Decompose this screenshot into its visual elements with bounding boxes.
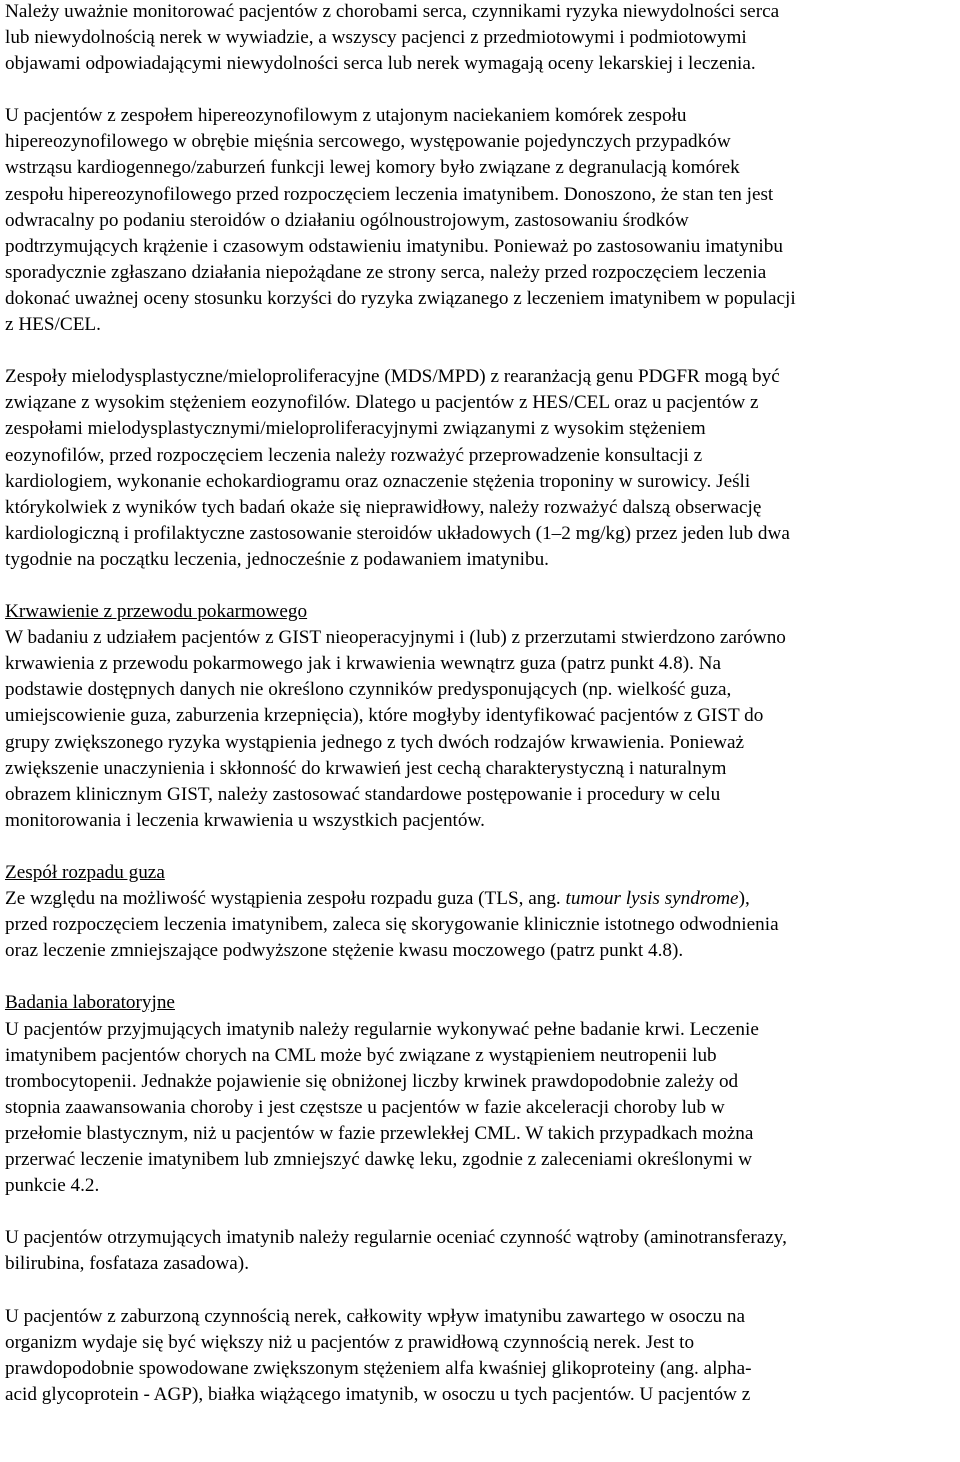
text-line: punkcie 4.2. bbox=[5, 1175, 100, 1197]
text-line: podstawie dostępnych danych nie określono czynników predysponujących (np. wielkość guza, bbox=[5, 679, 732, 701]
text-line: przełomie blastycznym, niż u pacjentów w fazie przewlekłej CML. W takich przypadkach można bbox=[5, 1122, 754, 1144]
text-line: U pacjentów z zespołem hipereozynofilowym z utajonym naciekaniem komórek zespołu bbox=[5, 105, 687, 127]
text-line: Należy uważnie monitorować pacjentów z chorobami serca, czynnikami ryzyka niewydolności serca bbox=[5, 1, 780, 22]
section-heading: Krwawienie z przewodu pokarmowego bbox=[5, 601, 308, 623]
text-line: z HES/CEL. bbox=[5, 314, 101, 336]
text-line: W badaniu z udziałem pacjentów z GIST nieoperacyjnymi i (lub) z przerzutami stwierdzono zarówno bbox=[5, 627, 786, 649]
text-line: odwracalny po podaniu steroidów o działaniu ogólnoustrojowym, zastosowaniu środków bbox=[5, 209, 689, 231]
section-heading: Zespół rozpadu guza bbox=[5, 862, 165, 883]
section-lab-tests bbox=[5, 990, 957, 1199]
text-line: krwawienia z przewodu pokarmowego jak i krwawienia wewnątrz guza (patrz punkt 4.8). Na bbox=[5, 653, 722, 675]
text-line: acid glycoprotein - AGP), białka wiążącego imatynib, w osoczu u tych pacjentów. U pacjentów z bbox=[5, 1383, 751, 1405]
text-line: zwiększenie unaczynienia i skłonność do krwawień jest cechą charakterystyczną i naturalnym bbox=[5, 757, 727, 779]
text-line: trombocytopenii. Jednakże pojawienie się obniżonej liczby krwinek prawdopodobnie zależy od bbox=[5, 1070, 739, 1092]
text-line: zespołami mielodysplastycznymi/mieloproliferacyjnymi związanymi z wysokim stężeniem bbox=[5, 418, 706, 440]
text-line: eozynofilów, przed rozpoczęciem leczenia należy rozważyć przeprowadzenie konsultacji z bbox=[5, 444, 703, 466]
text-line: związane z wysokim stężeniem eozynofilów. Dlatego u pacjentów z HES/CEL oraz u pacjentów z bbox=[5, 392, 759, 414]
text-line: objawami odpowiadającymi niewydolności serca lub nerek wymagają oceny lekarskiej i leczenia. bbox=[5, 53, 756, 75]
italic-term: tumour lysis syndrome bbox=[565, 888, 739, 910]
text-line: grupy zwiększonego ryzyka wystąpienia jednego z tych dwóch rodzajów krwawienia. Ponieważ bbox=[5, 731, 744, 753]
text-line: przerwać leczenie imatynibem lub zmniejszyć dawkę leku, zgodnie z zaleceniami określonymi w bbox=[5, 1149, 752, 1171]
text-line: sporadycznie zgłaszano działania niepożądane ze strony serca, należy przed rozpoczęciem leczenia bbox=[5, 261, 767, 283]
text-line: U pacjentów otrzymujących imatynib należy regularnie oceniać czynność wątroby (aminotransferazy, bbox=[5, 1227, 787, 1249]
text-run: Ze względu na możliwość wystąpienia zespołu rozpadu guza (TLS, ang. bbox=[5, 888, 566, 910]
text-line: hipereozynofilowego w obrębie mięśnia sercowego, występowanie pojedynczych przypadków bbox=[5, 131, 731, 153]
text-line: kardiologiem, wykonanie echokardiogramu oraz oznaczenie stężenia troponiny w surowicy. Jeśli bbox=[5, 470, 751, 492]
text-line: kardiologiczną i profilaktyczne zastosowanie steroidów układowych (1–2 mg/kg) przez jeden lub dwa bbox=[5, 522, 790, 544]
text-line: Zespoły mielodysplastyczne/mieloproliferacyjne (MDS/MPD) z rearanżacją genu PDGFR mogą być bbox=[5, 366, 780, 388]
section-tumour-lysis bbox=[5, 860, 957, 964]
text-line: tygodnie na początku leczenia, jednocześnie z podawaniem imatynibu. bbox=[5, 548, 549, 570]
text-line: U pacjentów przyjmujących imatynib należy regularnie wykonywać pełne badanie krwi. Leczenie bbox=[5, 1018, 759, 1040]
text-line: lub niewydolnością nerek w wywiadzie, a wszyscy pacjenci z przedmiotowymi i podmiotowymi bbox=[5, 27, 747, 49]
section-gi-bleeding bbox=[5, 599, 957, 834]
text-line: oraz leczenie zmniejszające podwyższone stężenie kwasu moczowego (patrz punkt 4.8). bbox=[5, 940, 684, 962]
text-line bbox=[5, 886, 957, 912]
paragraph-liver-function bbox=[5, 1225, 957, 1277]
paragraph-renal-function bbox=[5, 1304, 957, 1408]
text-line: dokonać uważnej oceny stosunku korzyści do ryzyka związanego z leczeniem imatynibem w populacji bbox=[5, 287, 796, 309]
text-line: stopnia zaawansowania choroby i jest częstsze u pacjentów w fazie akceleracji choroby lub w bbox=[5, 1096, 725, 1118]
text-line: obrazem klinicznym GIST, należy zastosować standardowe postępowanie i procedury w celu bbox=[5, 783, 721, 805]
section-heading: Badania laboratoryjne bbox=[5, 992, 175, 1014]
text-run: ), bbox=[738, 888, 750, 910]
text-line: prawdopodobnie spowodowane zwiększonym stężeniem alfa kwaśniej glikoproteiny (ang. alpha- bbox=[5, 1357, 752, 1379]
text-line: przed rozpoczęciem leczenia imatynibem, zaleca się skorygowanie klinicznie istotnego odwodnienia bbox=[5, 914, 779, 936]
text-line: umiejscowienie guza, zaburzenia krzepnięcia), które mogłyby identyfikować pacjentów z GIST do bbox=[5, 705, 764, 727]
paragraph-hes bbox=[5, 103, 957, 338]
paragraph-heart-monitoring bbox=[5, 0, 957, 77]
text-line: imatynibem pacjentów chorych na CML może być związane z wystąpieniem neutropenii lub bbox=[5, 1044, 717, 1066]
text-line: bilirubina, fosfataza zasadowa). bbox=[5, 1253, 249, 1275]
text-line: podtrzymujących krążenie i czasowym odstawieniu imatynibu. Ponieważ po zastosowaniu imatynibu bbox=[5, 235, 783, 257]
text-line: U pacjentów z zaburzoną czynnością nerek, całkowity wpływ imatynibu zawartego w osoczu na bbox=[5, 1305, 746, 1327]
text-line: którykolwiek z wyników tych badań okaże się nieprawidłowy, należy rozważyć dalszą obserwację bbox=[5, 496, 762, 518]
text-line: wstrząsu kardiogennego/zaburzeń funkcji lewej komory było związane z degranulacją komórek bbox=[5, 157, 740, 179]
document-page bbox=[5, 0, 957, 1408]
text-line: organizm wydaje się być większy niż u pacjentów z prawidłową czynnością nerek. Jest to bbox=[5, 1331, 695, 1353]
text-line: monitorowania i leczenia krwawienia u wszystkich pacjentów. bbox=[5, 809, 485, 831]
text-line: zespołu hipereozynofilowego przed rozpoczęciem leczenia imatynibem. Donoszono, że stan ten jest bbox=[5, 183, 774, 205]
paragraph-mds-mpd bbox=[5, 364, 957, 573]
